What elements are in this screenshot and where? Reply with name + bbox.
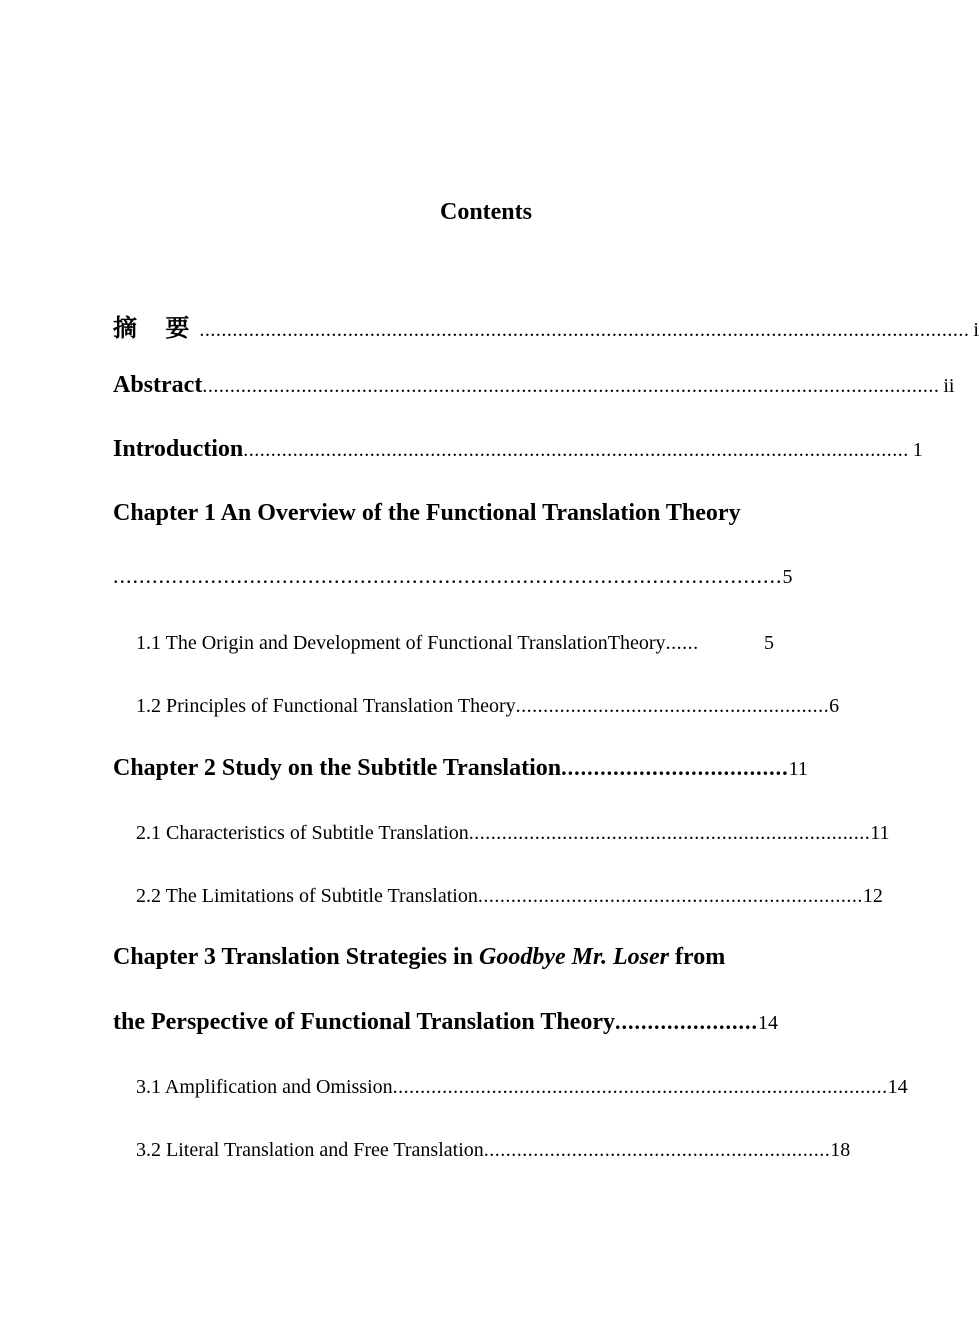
toc-leader-dots: ...................... — [614, 1009, 758, 1034]
toc-entry-chapter3[interactable] — [113, 1009, 776, 1036]
toc-page-number: 12 — [862, 885, 883, 907]
toc-entry-label: 摘 要 — [113, 314, 200, 342]
toc-page-number: 5 — [782, 566, 793, 588]
toc-page-number: i — [973, 319, 979, 341]
toc-page-number: 14 — [887, 1076, 908, 1098]
toc-page-number: 11 — [788, 758, 808, 780]
toc-section-3-1[interactable] — [136, 1076, 908, 1099]
toc-page-number: ii — [943, 375, 955, 397]
toc-leader-dots: ....................................................................................................... — [113, 563, 783, 588]
toc-section-2-1[interactable] — [136, 822, 890, 845]
toc-page-number: 11 — [870, 822, 890, 844]
toc-leader-dots: ...... — [665, 632, 699, 654]
toc-section-3-2[interactable] — [136, 1139, 851, 1162]
toc-section-2-2[interactable] — [136, 885, 883, 908]
toc-page-number: 18 — [830, 1139, 851, 1161]
toc-page-number: 5 — [764, 632, 774, 654]
toc-leader-dots: .......................................................................................... — [392, 1076, 888, 1098]
toc-entry-label: Chapter 2 Study on the Subtitle Translation — [113, 755, 562, 781]
toc-entry-abstract-cn[interactable] — [113, 308, 979, 343]
toc-entry-chapter2[interactable] — [113, 755, 808, 782]
toc-leader-dots: ............................................................................................................................................ — [199, 319, 970, 341]
toc-chapter3-film-title: Goodbye Mr. Loser — [479, 944, 669, 970]
toc-entry-abstract[interactable] — [113, 372, 955, 399]
toc-chapter3-title-line1[interactable] — [113, 944, 725, 971]
toc-leader-dots: ......................................................................................................................... — [243, 439, 909, 461]
toc-entry-label: 1.1 The Origin and Development of Functional TranslationTheory — [136, 632, 666, 654]
toc-leader-dots: ......................................................... — [515, 695, 830, 717]
toc-leader-dots: ...................................................................... — [477, 885, 863, 907]
page-title: Contents — [439, 199, 532, 225]
toc-section-1-2[interactable] — [136, 695, 840, 718]
toc-section-1-1[interactable] — [136, 632, 774, 655]
toc-chapter1-leader[interactable] — [113, 563, 793, 589]
toc-page-number: 1 — [912, 439, 923, 461]
toc-page-number: 14 — [757, 1012, 778, 1034]
toc-entry-label: Introduction — [113, 436, 244, 462]
toc-chapter3-label-suffix: from — [669, 944, 726, 970]
toc-entry-label: 2.2 The Limitations of Subtitle Translation — [136, 885, 478, 907]
toc-leader-dots: ............................................................... — [483, 1139, 831, 1161]
toc-page-number: 6 — [829, 695, 840, 717]
toc-leader-dots: ...................................................................................................................................... — [202, 375, 940, 397]
toc-chapter3-label-prefix: Chapter 3 Translation Strategies in — [113, 944, 480, 970]
toc-leader-dots: ......................................................................... — [468, 822, 871, 844]
toc-entry-label: the Perspective of Functional Translation Theory — [113, 1009, 615, 1035]
toc-entry-label: 2.1 Characteristics of Subtitle Translation — [136, 822, 469, 844]
toc-entry-label: 1.2 Principles of Functional Translation Theory — [136, 695, 516, 717]
toc-entry-label: 3.2 Literal Translation and Free Translation — [136, 1139, 484, 1161]
toc-entry-introduction[interactable] — [113, 436, 923, 463]
toc-leader-dots: ................................... — [561, 755, 789, 780]
toc-entry-label: 3.1 Amplification and Omission — [136, 1076, 393, 1098]
toc-entry-label: Abstract — [113, 372, 203, 398]
toc-chapter1-title[interactable]: Chapter 1 An Overview of the Functional Translation Theory — [113, 500, 741, 526]
